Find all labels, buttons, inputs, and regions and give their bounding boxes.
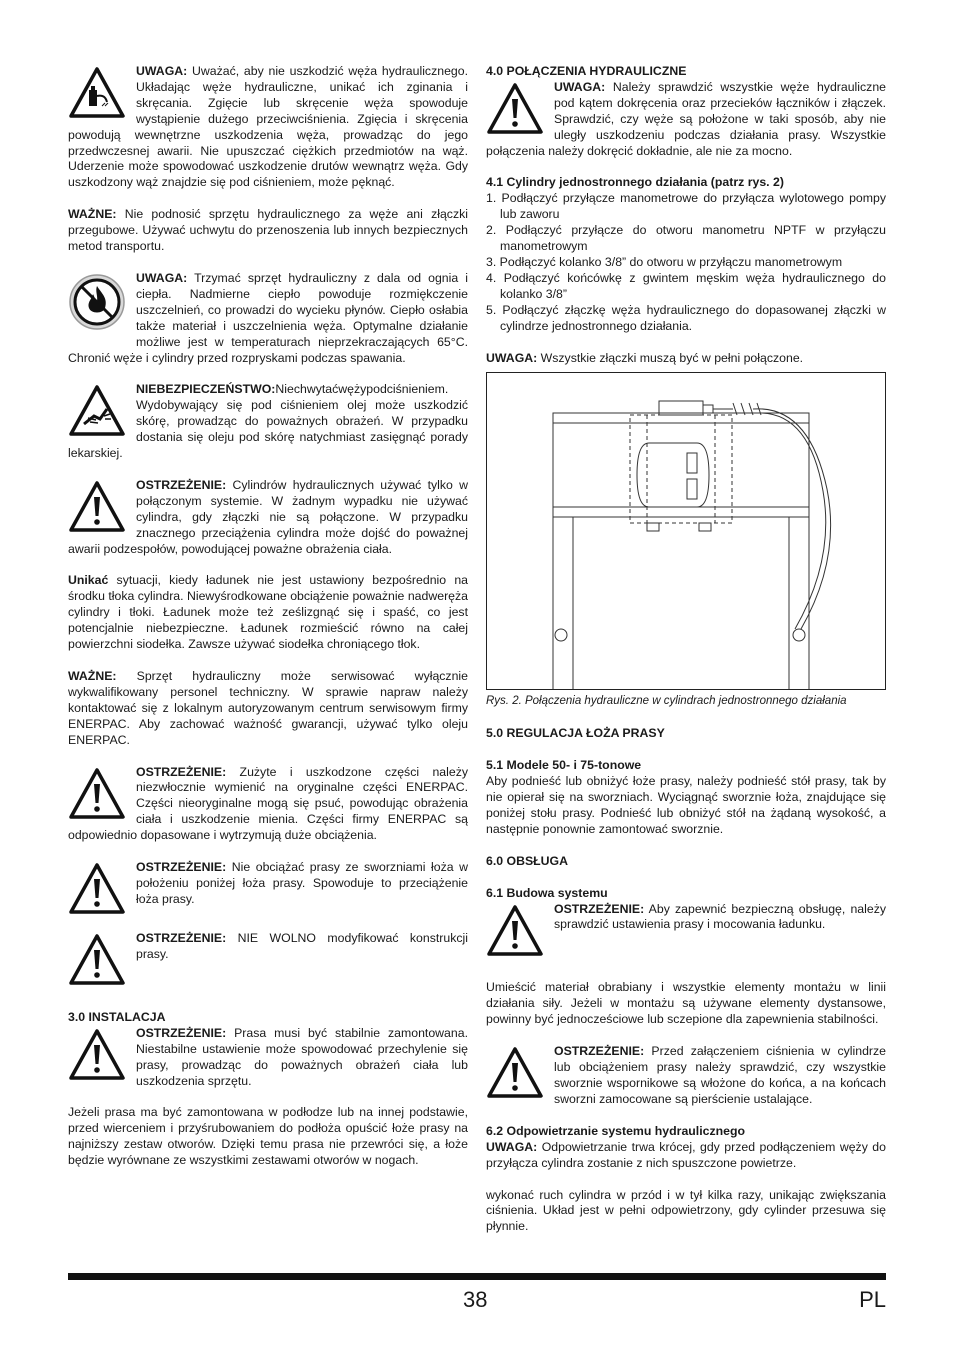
label-ostrzezenie: OSTRZEŻENIE: [554, 1044, 645, 1059]
skin-injection-hazard-icon [68, 384, 126, 443]
no-fire-icon [68, 273, 126, 336]
label-ostrzezenie: OSTRZEŻENIE: [136, 930, 227, 945]
injection-danger-text: Niechwytaćwężypodciśnieniem. Wydobywający się pod ciśnieniem olej może uszkodzić skórę, prowadząc do poważnych obrażeń. W przypadku dostania się oleju pod skórę natychmiast zasięgnąć porady lekarskiej. [68, 382, 468, 461]
paragraph-floor-mount: Jeżeli prasa ma być zamontowana w podłodze lub na innej podstawie, przed wierceniem i przyśrubowaniem do podłoża opuścić łoże prasy na najniższy zestaw otworów. Dzięki temu prasa nie przewróci się, a łoże będzie wyrównane ze wszystkimi zestawami otworów w nogach. [68, 1105, 468, 1168]
label-uwaga: UWAGA: [486, 350, 538, 365]
exclamation-warning-icon [68, 1028, 126, 1087]
subsection-heading-single-acting: 4.1 Cylindry jednostronnego działania (patrz rys. 2) [486, 175, 784, 190]
label-ostrzezenie: OSTRZEŻENIE: [136, 764, 227, 779]
lifting-text: Nie podnosić sprzętu hydraulicznego za węże ani złączki przegubowe. Używać uchwytu do przenoszenia lub innych bezpiecznych metod transportu. [68, 207, 468, 254]
warning-block-hoses-check [486, 80, 886, 160]
paragraph-bleeding-procedure: wykonać ruch cylindra w przód i w tył kilka razy, unikając zwiększania ciśnienia. Układ jest w pełni odpowietrzony, gdy cylinder przesuwa się płynnie. [486, 1187, 886, 1234]
warning-block-connected-system [68, 478, 468, 558]
label-niebezpieczenstwo: NIEBEZPIECZEŃSTWO: [136, 382, 276, 397]
support-pins-text: Przed załączeniem ciśnienia w cylindrze lub obciążeniem prasy należy sprawdzić, czy wszystkie sworznie wspornikowe są włożone do końca, a na końcach sworzni zamocowane są pierścienie ustalające. [554, 1044, 886, 1106]
hose-warning-text: Uważać, aby nie uszkodzić węża hydraulicznego. Układając węże hydrauliczne, unikać ich zginania i skręcania. Zgięcie lub skręcenie węża spowoduje wystąpienie dużego przeciwciśnienia. Zgięcia i skręcenia powodują wewnętrzne uszkodzenia węża, prowadząc do jego przedwczesnej awarii. Nie upuszczać ciężkich przedmiotów na wąż. Uderzenie może spowodować uszkodzenie drutów wewnątrz węża. Gdy uszkodzony wąż znajdzie się pod ciśnieniem, może pęknąć. [68, 64, 468, 190]
exclamation-warning-icon [486, 904, 544, 963]
installation-warning-text: Prasa musi być stabilnie zamontowana. Niestabilne ustawienie może spowodować przechylenie się prasy, prowadząc do poważnych obrażeń ciała lub uszkodzenia sprzętu. [136, 1025, 468, 1088]
exclamation-warning-icon [68, 767, 126, 826]
service-text: Sprzęt hydrauliczny może serwisować wyłącznie wykwalifikowany personel techniczny. W sprawie napraw należy kontaktować się z lokalnym autoryzowanym centrum serwisowym firmy ENERPAC. Aby zachować ważność gwarancji, używać tylko oleju ENERPAC. [68, 669, 468, 747]
exclamation-warning-icon [68, 480, 126, 539]
warning-block-modify [68, 931, 468, 994]
connection-steps-list [486, 191, 886, 334]
warning-block-setup [486, 902, 886, 965]
list-item: 5. Podłączyć złączkę węża hydraulicznego do dopasowanej złączki w cylindrze jednostronnego działania. [486, 302, 886, 333]
hoses-check-text: Należy sprawdzić wszystkie węże hydrauliczne pod kątem dokręcenia oraz przecieków łączników i złączek. Sprawdzić, czy węże są położone w taki sposób, aby nie uległy uszkodzeniu podczas działania prasy. Wszystkie połączenia należy dokręcić dokładnie, ale nie za mocno. [486, 79, 886, 158]
pins-warning-text: Nie obciążać prasy ze sworzniami łoża w położeniu poniżej łoża prasy. Spowoduje to przeciążenie łoża prasy. [136, 860, 468, 906]
modify-warning-text: NIE WOLNO modyfikować konstrukcji prasy. [136, 930, 468, 961]
paragraph-bleeding-note [486, 1140, 886, 1172]
section-heading-installation: 3.0 INSTALACJA [68, 1009, 166, 1024]
section-heading-operation: 6.0 OBSŁUGA [486, 853, 568, 868]
warning-block-support-pins [486, 1044, 886, 1108]
footer-rule [68, 1273, 886, 1280]
fire-warning-text: Trzymać sprzęt hydrauliczny z dala od ognia i ciepła. Nadmierne ciepło powoduje rozmiękczenie uszczelnień, co prowadzi do wycieku płynów. Ciepło osłabia także materiał i uszczelnienia węża. Optymalne działanie możliwe jest w temperaturach nieprzekraczających 65°C. Chronić węże i cylindry przed rozpryskami podczas spawania. [68, 270, 468, 365]
section-heading-hydraulic-connections: 4.0 POŁĄCZENIA HYDRAULICZNE [486, 64, 687, 78]
exclamation-warning-icon [68, 862, 126, 921]
section-heading-bed-adjustment: 5.0 REGULACJA ŁOŻA PRASY [486, 726, 665, 741]
label-ostrzezenie: OSTRZEŻENIE: [136, 860, 227, 875]
bleeding-note-text: Odpowietrzanie trwa krócej, gdy przed podłączeniem węży do przyłącza cylindra zostanie z nich spuszczone powietrze. [486, 1139, 886, 1170]
list-item: 2. Podłączyć przyłącze do otworu manometru NPTF w przyłączu manometrowym [486, 223, 886, 254]
paragraph-service [68, 669, 468, 749]
subsection-heading-models: 5.1 Modele 50- i 75-tonowe [486, 758, 642, 773]
subsection-heading-bleeding: 6.2 Odpowietrzanie systemu hydraulicznego [486, 1123, 745, 1138]
paragraph-couplers [486, 351, 886, 367]
warning-block-parts [68, 765, 468, 845]
danger-block-injection [68, 382, 468, 462]
paragraph-workpiece: Umieścić materiał obrabiany i wszystkie elementy montażu w linii działania siły. Jeżeli w montażu są używane elementy dystansowe, powinny być jednocześciowe lub sczepione dla zapewnienia stabilności. [486, 980, 886, 1027]
warning-block-pins [68, 860, 468, 923]
exclamation-warning-icon [486, 1046, 544, 1105]
label-uwaga: UWAGA: [136, 64, 188, 78]
label-unikac: Unikać [68, 573, 109, 588]
parts-warning-text: Zużyte i uszkodzone części należy niezwłocznie wymienić na oryginalne części ENERPAC. Części nieoryginalne mogą się psuć, powodując obrażenia ciała i uszkodzenie mienia. Części firmy ENERPAC są odpowiednio dopasowane i wytrzymują duże obciążenia. [68, 764, 468, 843]
paragraph-lifting [68, 207, 468, 255]
press-diagram [487, 373, 885, 689]
list-item: 3. Podłączyć kolanko 3/8” do otworu w przyłączu manometrowym [486, 254, 843, 269]
label-ostrzezenie: OSTRZEŻENIE: [554, 901, 645, 916]
label-uwaga: UWAGA: [554, 79, 606, 94]
language-code: PL [859, 1287, 886, 1312]
setup-warning-text: Aby zapewnić bezpieczną obsługę, należy sprawdzić ustawienia prasy i mocowania ładunku. [554, 901, 886, 932]
paragraph-bed-adjustment: Aby podnieść lub obniżyć łoże prasy, należy podnieść stół prasy, tak by nie opierał się na sworzniach. Wyciągnąć sworznie łoża, znajdujące się poniżej stołu prasy. Podnieść lub obniżyć stół na żądaną wysokość, a następnie ponownie zamontować sworznie. [486, 774, 886, 836]
couplers-text: Wszystkie złączki muszą być w pełni połączone. [537, 350, 804, 365]
label-wazne: WAŻNE: [68, 669, 117, 683]
label-ostrzezenie: OSTRZEŻENIE: [136, 1025, 227, 1040]
label-wazne: WAŻNE: [68, 207, 117, 222]
left-column [68, 64, 468, 1169]
exclamation-warning-icon [68, 933, 126, 992]
exclamation-warning-icon [486, 82, 544, 141]
warning-block-installation [68, 1026, 468, 1090]
label-uwaga: UWAGA: [136, 270, 188, 285]
right-column [486, 64, 886, 1235]
connected-system-text: Cylindrów hydraulicznych używać tylko w połączonym systemie. W żadnym wypadku nie używać cylindra, gdy złączki nie są połączone. W przypadku znacznego przeciążenia cylindra może dojść do poważnej awarii podzespołów, powodującej poważne obrażenia ciała. [68, 477, 468, 556]
figure-caption: Rys. 2. Połączenia hydrauliczne w cylindrach jednostronnego działania [486, 695, 847, 708]
paragraph-off-center-load [68, 573, 468, 653]
hose-warning-icon [68, 66, 126, 125]
warning-block-hose [68, 64, 468, 191]
label-uwaga: UWAGA: [486, 1139, 538, 1154]
warning-block-fire [68, 271, 468, 366]
list-item: 4. Podłączyć końcówkę z gwintem męskim węża hydraulicznego do kolanko 3/8” [486, 270, 886, 301]
off-center-load-text: sytuacji, kiedy ładunek nie jest ustawiony bezpośrednio na środku tłoka cylindra. Niewyśrodkowane obciążenie poważnie nadweręża cylindry i tłoki. Ładunek może też ześlizgnąć się i spaść, co jest potencjalnie niebezpieczne. Ładunek rozmieścić równo na całej powierzchni siodełka. Zawsze używać siodełka chroniącego tłok. [68, 573, 468, 652]
label-ostrzezenie: OSTRZEŻENIE: [136, 477, 227, 492]
list-item: 1. Podłączyć przyłącze manometrowe do przyłącza wylotowego pompy lub zaworu [486, 191, 886, 222]
figure-hydraulic-connections [486, 372, 886, 690]
subsection-heading-system-setup: 6.1 Budowa systemu [486, 885, 608, 900]
page-number: 38 [463, 1287, 488, 1312]
